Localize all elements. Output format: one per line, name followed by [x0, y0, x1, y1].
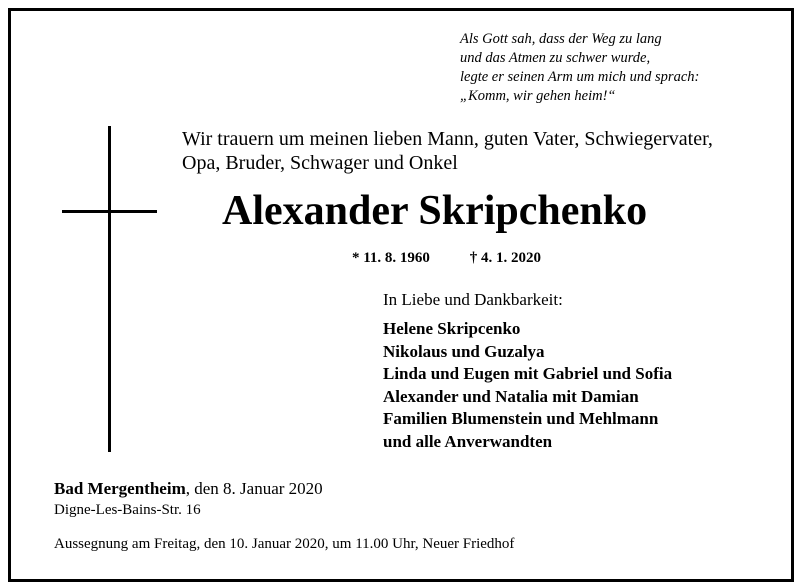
- poem-line: und das Atmen zu schwer wurde,: [460, 50, 651, 66]
- death-date: † 4. 1. 2020: [469, 250, 541, 266]
- cross-icon-bar: [62, 210, 157, 213]
- poem-line: „Komm, wir gehen heim!“: [460, 88, 616, 104]
- notice-date: , den 8. Januar 2020: [185, 479, 323, 498]
- street-address: Digne-Les-Bains-Str. 16: [54, 502, 201, 518]
- mourner-name: Familien Blumenstein und Mehlmann: [383, 409, 659, 429]
- cross-icon: [108, 126, 111, 452]
- place-date: [54, 478, 323, 500]
- intro-line: Wir trauern um meinen lieben Mann, guten Vater, Schwiegervater,: [182, 128, 713, 150]
- place-name: Bad Mergentheim: [54, 479, 186, 498]
- life-dates: [352, 248, 541, 268]
- poem: [460, 30, 780, 106]
- deceased-name: Alexander Skripchenko: [222, 188, 648, 234]
- mourners-heading: In Liebe und Dankbarkeit:: [383, 290, 563, 309]
- poem-line: Als Gott sah, dass der Weg zu lang: [460, 31, 662, 47]
- intro-line: Opa, Bruder, Schwager und Onkel: [182, 152, 458, 174]
- mourner-name: Linda und Eugen mit Gabriel und Sofia: [383, 364, 673, 384]
- poem-line: legte er seinen Arm um mich und sprach:: [460, 69, 700, 85]
- mourner-name: Nikolaus und Guzalya: [383, 341, 545, 361]
- funeral-info: Aussegnung am Freitag, den 10. Januar 2020, um 11.00 Uhr, Neuer Friedhof: [54, 536, 515, 552]
- mourner-name: und alle Anverwandten: [383, 431, 553, 451]
- birth-date: * 11. 8. 1960: [352, 250, 430, 266]
- mourners-list: [383, 318, 783, 454]
- intro-text: [182, 127, 782, 175]
- mourner-name: Helene Skripcenko: [383, 319, 521, 338]
- mourner-name: Alexander und Natalia mit Damian: [383, 386, 639, 406]
